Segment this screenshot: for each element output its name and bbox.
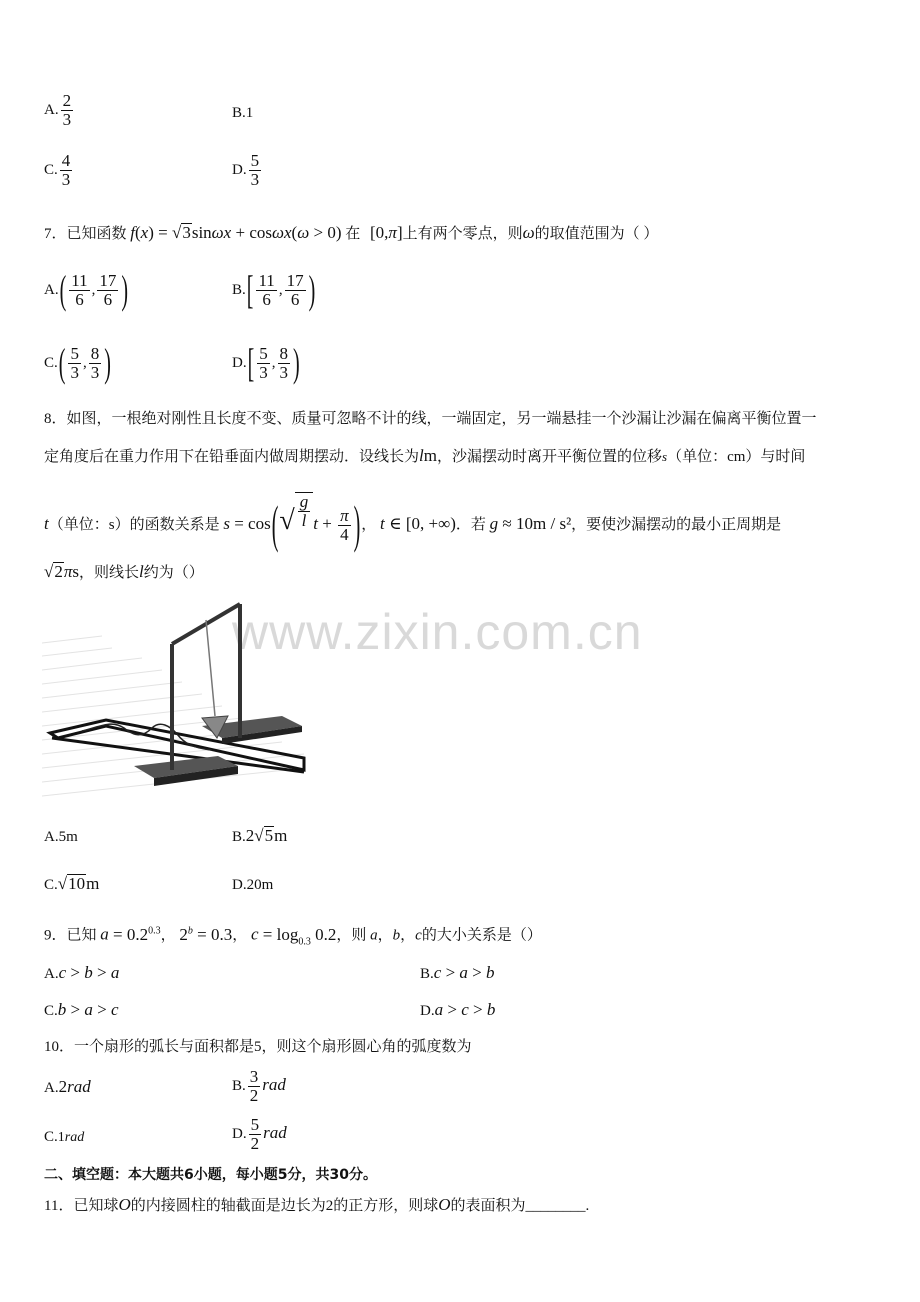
q8-line3: t（单位：s）的函数关系是 s = cos( √ $\frac{g}{l}$ t + $\frac{\pi}{4}$ )， t ∈ [0, +∞)．若 g ≈ 10m / s²，要使沙漏摆动的最小正周期是 (44, 492, 782, 555)
pendulum-string (206, 620, 215, 716)
q10-option-a[interactable]: A.2rad (44, 1077, 91, 1096)
q9-stem: 9．已知 $a = 0.2^{0.3}$， $2^b = 0.3$， $c = \log_{0.3} 0.2$，则 a，b，c的大小关系是（） (44, 924, 542, 948)
q7-option-c[interactable]: C.( $\frac{5}{3}$ , $\frac{8}{3}$ ) (44, 341, 111, 386)
q8-line2: 定角度后在重力作用下在铅垂面内做周期摆动．设线长为lm，沙漏摆动时离开平衡位置的位移s（单位：cm）与时间 (44, 446, 806, 465)
q8-line4: √ 2 πs，则线长l约为（） (44, 562, 204, 581)
q7-stem: 7．已知函数 f(x) = √ 3 sinωx + cosωx(ω > 0) 在 [0,π]上有两个零点，则ω的取值范围为（ ） (44, 223, 659, 242)
q6-option-a[interactable]: A. $\frac{2}{3}$ (44, 91, 72, 129)
q10-option-b[interactable]: B. $\frac{3}{2}$ rad (232, 1067, 286, 1105)
q8-option-b[interactable]: B.2√ 5 m (232, 826, 288, 845)
q8-option-c[interactable]: C.√ 10 m (44, 874, 100, 893)
q6-option-d[interactable]: D. $\frac{5}{3}$ (232, 151, 260, 189)
watermark: www.zixin.com.cn (232, 604, 643, 660)
q7-option-a[interactable]: A.( $\frac{11}{6}$ , $\frac{17}{6}$ ) (44, 268, 129, 313)
section-heading-fill-in: 二、填空题：本大题共6小题，每小题5分，共30分。 (44, 1167, 377, 1183)
q9-option-a[interactable]: A.c > b > a (44, 963, 120, 982)
sqrt-g-over-l: √ $\frac{g}{l}$ (279, 492, 313, 530)
q8-line1: 8．如图，一根绝对刚性且长度不变、质量可忽略不计的线，一端固定，另一端悬挂一个沙漏让沙漏在偏离平衡位置一 (44, 411, 817, 427)
q7-option-d[interactable]: D.[ $\frac{5}{3}$ , $\frac{8}{3}$ ) (232, 341, 300, 386)
q9-option-b[interactable]: B.c > a > b (420, 963, 495, 982)
q8-option-d[interactable]: D.20m (232, 877, 274, 893)
q10-option-d[interactable]: D. $\frac{5}{2}$ rad (232, 1115, 287, 1153)
q11-stem: 11．已知球O的内接圆柱的轴截面是边长为2的正方形，则球O的表面积为________. (44, 1195, 590, 1214)
q9-option-d[interactable]: D.a > c > b (420, 1000, 496, 1019)
q10-stem: 10．一个扇形的弧长与面积都是5，则这个扇形圆心角的弧度数为 (44, 1039, 472, 1055)
q6-option-b[interactable]: B.1 (232, 105, 254, 121)
q9-option-c[interactable]: C.b > a > c (44, 1000, 119, 1019)
q10-option-c[interactable]: C.1rad (44, 1129, 85, 1145)
q7-option-b[interactable]: B.[ $\frac{11}{6}$ , $\frac{17}{6}$ ) (232, 268, 316, 313)
sqrt-3: √ 3 (171, 223, 191, 242)
q7-function: f (130, 223, 135, 242)
q6-option-c[interactable]: C. $\frac{4}{3}$ (44, 151, 71, 189)
q8-option-a[interactable]: A.5m (44, 829, 78, 845)
sand-pendulum-figure (42, 598, 307, 808)
